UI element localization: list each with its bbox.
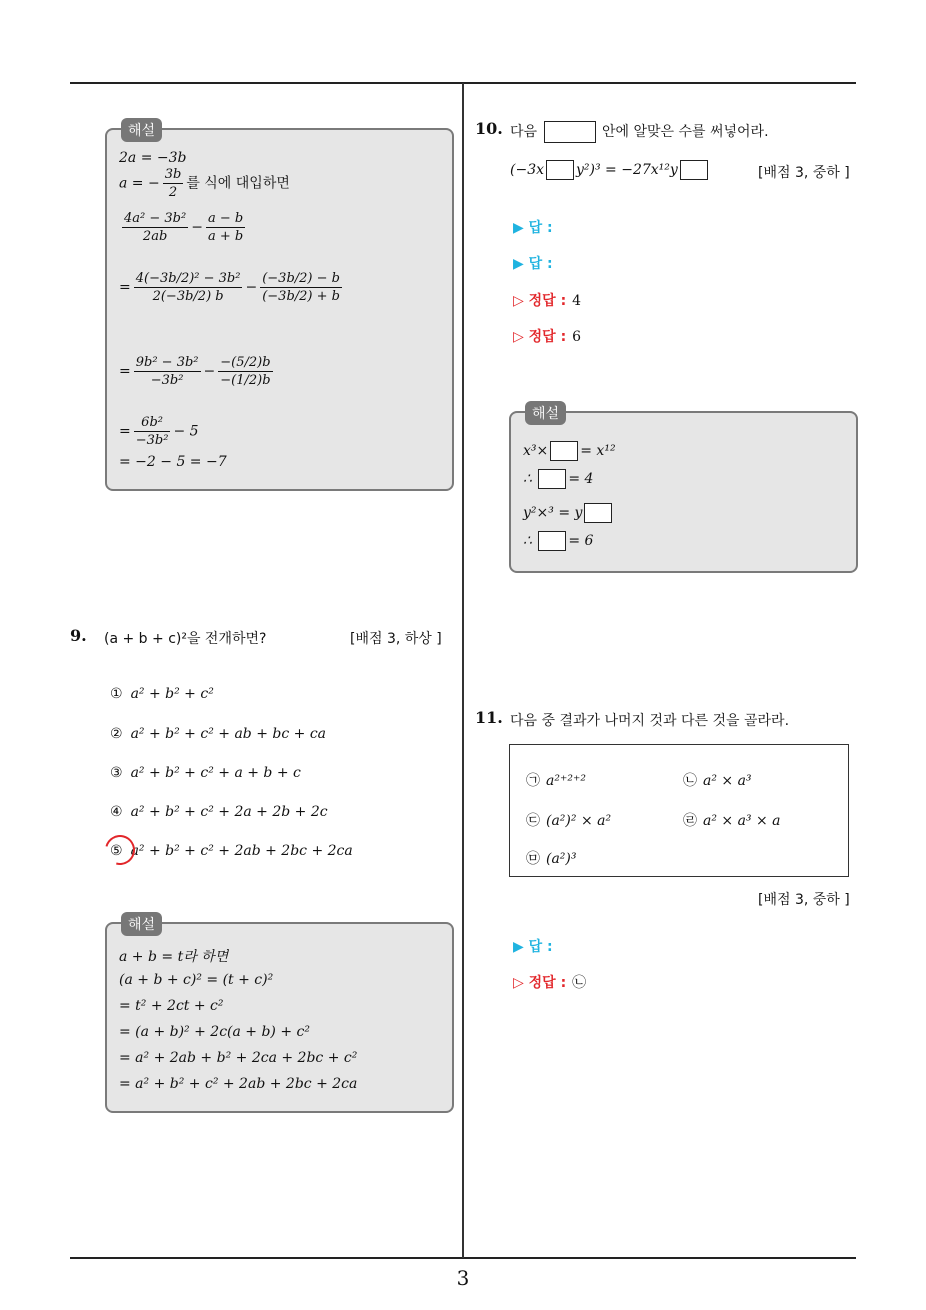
choice-3[interactable]: ㉢ (a²)² × a² xyxy=(526,813,612,829)
sol-line: = a² + b² + c² + 2ab + 2bc + 2ca xyxy=(119,1076,358,1092)
solution-tag: 해설 xyxy=(525,401,566,425)
option-5[interactable]: ⑤ a² + b² + c² + 2ab + 2bc + 2ca xyxy=(110,843,353,859)
sol-line: = $\frac{\text{4(−3b/2)² − 3b²}}{2(-3b/2) b}$ − $\frac{(-3b/2) - b}{(-3b/2) + b}$ xyxy=(119,271,340,304)
sol-line: ∴ = 6 xyxy=(523,533,594,549)
column-divider xyxy=(462,83,464,1258)
correct-answer-2: ▷ 정답 : 6 xyxy=(513,329,582,345)
option-4[interactable]: ④ a² + b² + c² + 2a + 2b + 2c xyxy=(110,804,328,820)
sol-line: 2a = −3b xyxy=(119,150,187,166)
sol-line: = a² + 2ab + b² + 2ca + 2bc + c² xyxy=(119,1050,358,1066)
solution-box-q8 xyxy=(105,123,454,491)
sol-line: = $\frac{\text{6b²}}{\text{−3b²}}$ − 5 xyxy=(119,415,199,448)
question-text-11: 다음 중 결과가 나머지 것과 다른 것을 골라라. xyxy=(510,713,790,729)
sol-line: a + b = t라 하면 xyxy=(119,949,229,965)
points-11: [배점 3, 중하 ] xyxy=(758,892,850,908)
sol-line: = t² + 2ct + c² xyxy=(119,998,224,1014)
correct-answer-circle-icon xyxy=(100,830,141,871)
correct-answer-1: ▷ 정답 : 4 xyxy=(513,293,582,309)
option-1[interactable]: ① a² + b² + c² xyxy=(110,686,214,702)
choice-box-11 xyxy=(509,744,849,877)
points-9: [배점 3, 하상 ] xyxy=(350,631,442,647)
choice-1[interactable]: ㉠ a²⁺²⁺² xyxy=(526,773,586,789)
sol-line: y²×³ = y xyxy=(523,503,614,523)
option-2[interactable]: ② a² + b² + c² + ab + bc + ca xyxy=(110,726,327,742)
answer-field-11[interactable]: ▶ 답 : xyxy=(513,939,553,955)
solution-tag: 해설 xyxy=(121,118,162,142)
page-number: 3 xyxy=(456,1266,470,1290)
sol-line: ∴ = 4 xyxy=(523,471,594,487)
solution-box-q9 xyxy=(105,917,454,1113)
sol-line: = −2 − 5 = −7 xyxy=(119,454,227,470)
choice-4[interactable]: ㉣ a² × a³ × a xyxy=(683,813,781,829)
answer-field-1[interactable]: ▶ 답 : xyxy=(513,220,553,236)
question-text-10: 다음 안에 알맞은 수를 써넣어라. xyxy=(510,121,769,143)
question-text-9: (a + b + c)²을 전개하면? xyxy=(104,631,267,647)
question-number-9: 9. xyxy=(70,626,87,645)
points-10: [배점 3, 중하 ] xyxy=(758,165,850,181)
question-number-10: 10. xyxy=(475,119,503,138)
choice-5[interactable]: ㉤ (a²)³ xyxy=(526,851,577,867)
solution-tag: 해설 xyxy=(121,912,162,936)
answer-field-2[interactable]: ▶ 답 : xyxy=(513,256,553,272)
sol-line: = $\frac{\text{9b² − 3b²}}{\text{−3b²}}$ − $\frac{-(5/2)b}{-(1/2)b}$ xyxy=(119,355,271,388)
sol-line: (a + b + c)² = (t + c)² xyxy=(119,972,274,988)
question-number-11: 11. xyxy=(475,708,503,727)
sol-line: x³× = x¹² xyxy=(523,443,616,459)
sol-line: a = − $\frac{3b}{2}$ 를 식에 대입하면 xyxy=(119,167,290,200)
sol-line: = (a + b)² + 2c(a + b) + c² xyxy=(119,1024,310,1040)
choice-2[interactable]: ㉡ a² × a³ xyxy=(683,773,752,789)
correct-answer-11: ▷ 정답 : ㉡ xyxy=(513,975,587,991)
option-3[interactable]: ③ a² + b² + c² + a + b + c xyxy=(110,765,301,781)
solution-box-q10 xyxy=(509,406,858,573)
equation-10: (−3x y²)³ = −27x¹²y xyxy=(510,160,710,180)
sol-line: $\frac{\text{4a² − 3b²}}{2ab}$ − $\frac{a - b}{a + b}$ xyxy=(124,211,244,244)
